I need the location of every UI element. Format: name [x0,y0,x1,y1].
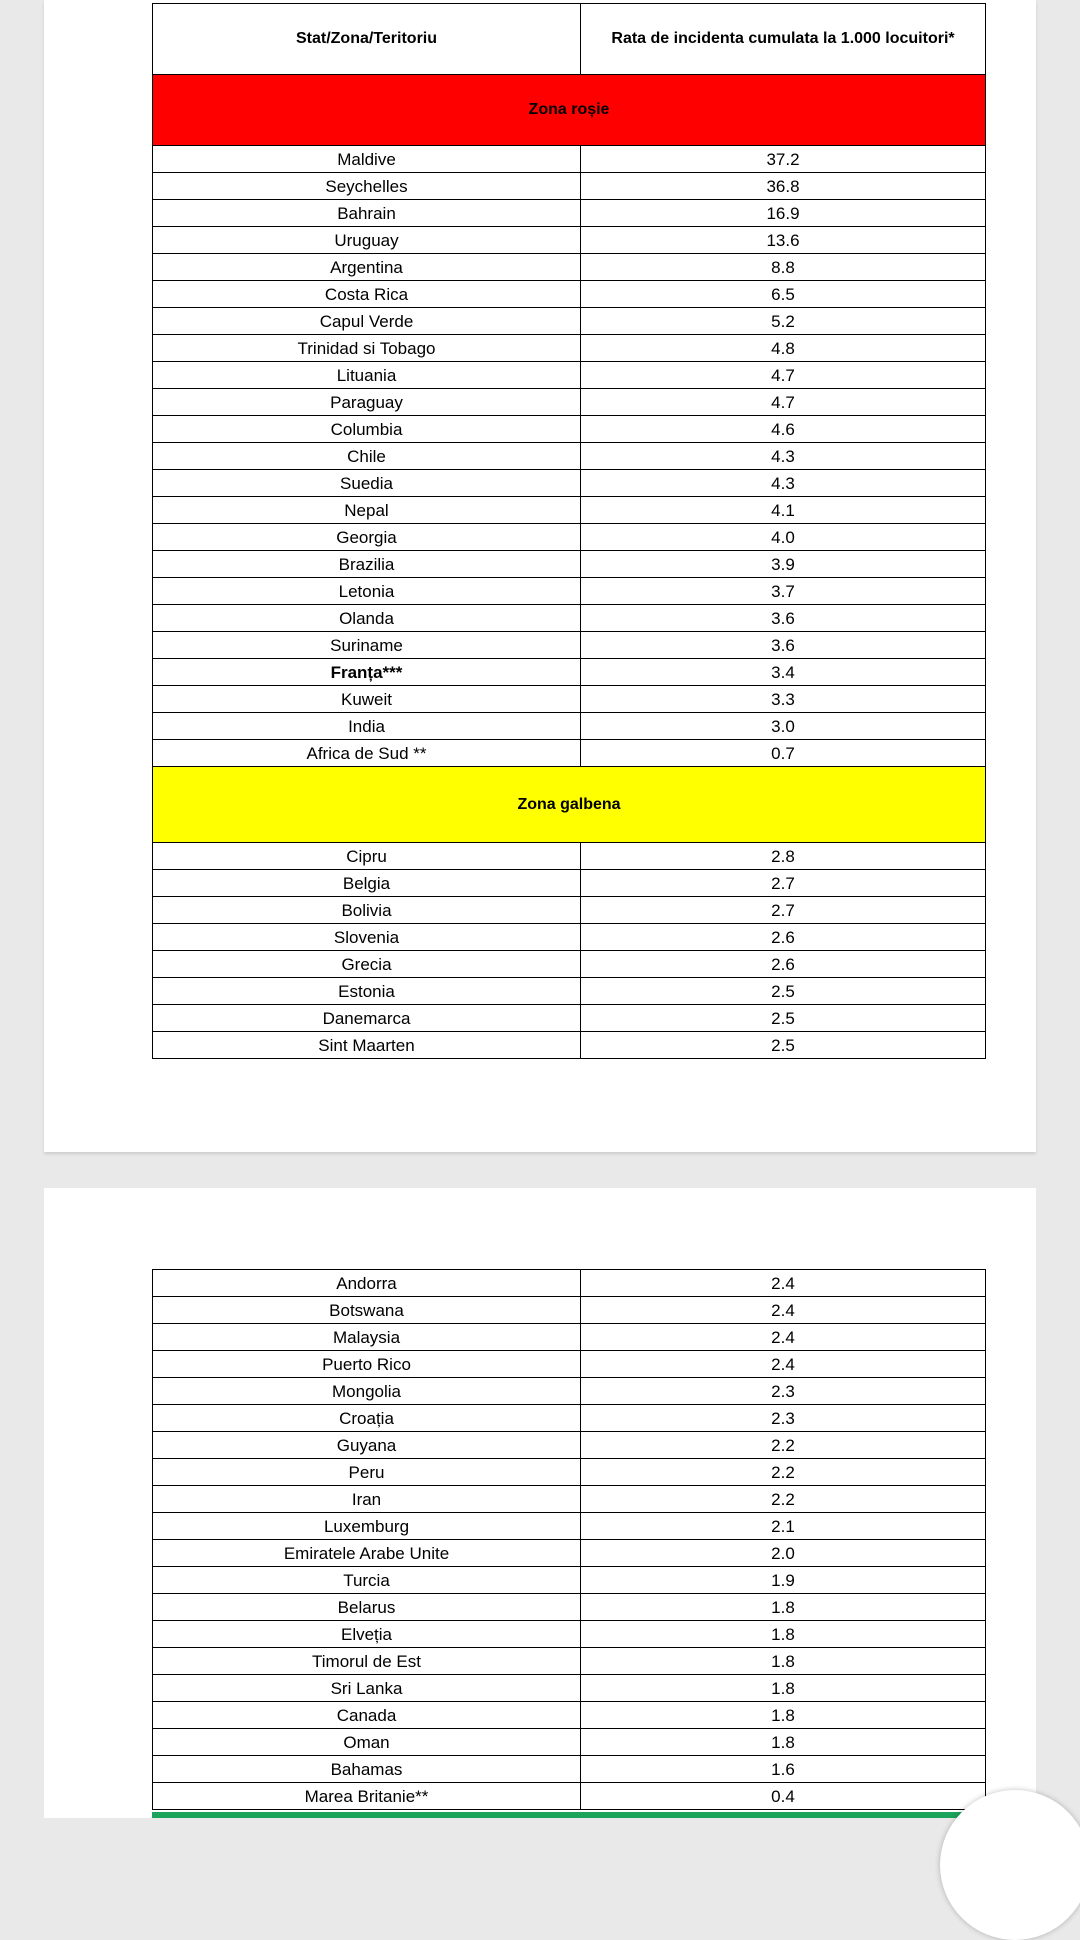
country-cell: Cipru [153,843,581,870]
country-cell: Elveția [153,1621,581,1648]
rate-cell: 2.3 [581,1405,986,1432]
table-row [153,686,986,713]
rate-cell: 1.8 [581,1702,986,1729]
country-cell: Maldive [153,146,581,173]
country-cell: Belgia [153,870,581,897]
table-row [153,470,986,497]
green-zone-row-edge [152,1812,985,1818]
table-row [153,870,986,897]
table-row [153,362,986,389]
country-cell: Sri Lanka [153,1675,581,1702]
table-row [153,1351,986,1378]
rate-cell: 5.2 [581,308,986,335]
table-row [153,1032,986,1059]
rate-cell: 1.6 [581,1756,986,1783]
country-cell: Lituania [153,362,581,389]
table-row [153,632,986,659]
table-row [153,578,986,605]
table-row [153,281,986,308]
rate-cell: 2.2 [581,1486,986,1513]
table-row [153,1459,986,1486]
rate-cell: 2.7 [581,870,986,897]
rate-cell: 2.4 [581,1270,986,1297]
table-row [153,497,986,524]
rate-cell: 2.6 [581,951,986,978]
country-cell: Franța*** [153,659,581,686]
rate-cell: 8.8 [581,254,986,281]
country-cell: Brazilia [153,551,581,578]
table-row [153,389,986,416]
rate-cell: 3.0 [581,713,986,740]
table-row [153,978,986,1005]
country-cell: Bahrain [153,200,581,227]
table-row [153,1270,986,1297]
table-row [153,443,986,470]
rate-cell: 4.6 [581,416,986,443]
rate-cell: 1.8 [581,1621,986,1648]
table-row [153,1648,986,1675]
rate-cell: 6.5 [581,281,986,308]
rate-cell: 4.3 [581,470,986,497]
rate-cell: 3.6 [581,605,986,632]
rate-cell: 3.9 [581,551,986,578]
document-page-1 [44,0,1036,1152]
yellow-zone-label: Zona galbena [153,767,986,843]
country-cell: Guyana [153,1432,581,1459]
rate-cell: 4.3 [581,443,986,470]
table-row [153,1297,986,1324]
red-zone-rows [153,146,986,767]
table-row [153,1324,986,1351]
floating-action-button[interactable] [940,1790,1080,1940]
table-row [153,551,986,578]
table-row [153,1594,986,1621]
rate-cell: 2.2 [581,1432,986,1459]
rate-cell: 36.8 [581,173,986,200]
table-row [153,1486,986,1513]
table-row [153,897,986,924]
rate-cell: 2.5 [581,1032,986,1059]
rate-cell: 3.7 [581,578,986,605]
country-cell: Belarus [153,1594,581,1621]
rate-cell: 2.0 [581,1540,986,1567]
country-cell: Mongolia [153,1378,581,1405]
country-cell: Peru [153,1459,581,1486]
country-cell: Botswana [153,1297,581,1324]
country-cell: Costa Rica [153,281,581,308]
incidence-table-page-2 [152,1269,986,1810]
table-row [153,1405,986,1432]
country-cell: Capul Verde [153,308,581,335]
country-cell: Bahamas [153,1756,581,1783]
country-cell: Croația [153,1405,581,1432]
table-header-row [153,4,986,75]
table-row [153,1540,986,1567]
rate-cell: 3.3 [581,686,986,713]
red-zone-label: Zona roșie [153,75,986,146]
table-row [153,200,986,227]
table-row [153,740,986,767]
country-cell: Canada [153,1702,581,1729]
country-cell: Suriname [153,632,581,659]
rate-cell: 2.5 [581,1005,986,1032]
table-row [153,1756,986,1783]
table-row [153,227,986,254]
country-cell: Argentina [153,254,581,281]
country-cell: Turcia [153,1567,581,1594]
table-row [153,254,986,281]
document-page-2 [44,1188,1036,1818]
country-cell: India [153,713,581,740]
country-cell: Grecia [153,951,581,978]
country-cell: Sint Maarten [153,1032,581,1059]
header-country-column: Stat/Zona/Teritoriu [153,4,581,75]
rate-cell: 37.2 [581,146,986,173]
country-cell: Bolivia [153,897,581,924]
rate-cell: 16.9 [581,200,986,227]
rate-cell: 2.6 [581,924,986,951]
rate-cell: 3.6 [581,632,986,659]
rate-cell: 2.4 [581,1324,986,1351]
table-row [153,1432,986,1459]
rate-cell: 1.8 [581,1594,986,1621]
table-row [153,1567,986,1594]
country-cell: Nepal [153,497,581,524]
country-cell: Estonia [153,978,581,1005]
rate-cell: 3.4 [581,659,986,686]
rate-cell: 4.0 [581,524,986,551]
country-cell: Columbia [153,416,581,443]
rate-cell: 4.8 [581,335,986,362]
country-cell: Letonia [153,578,581,605]
table-row [153,1702,986,1729]
rate-cell: 2.2 [581,1459,986,1486]
table-row [153,524,986,551]
table-row [153,1513,986,1540]
table-row [153,308,986,335]
country-cell: Andorra [153,1270,581,1297]
country-cell: Marea Britanie** [153,1783,581,1810]
table-row [153,335,986,362]
country-cell: Paraguay [153,389,581,416]
rate-cell: 0.4 [581,1783,986,1810]
table-row [153,1675,986,1702]
country-cell: Puerto Rico [153,1351,581,1378]
table-row [153,173,986,200]
rate-cell: 4.7 [581,362,986,389]
table-row [153,1729,986,1756]
rate-cell: 1.8 [581,1675,986,1702]
table-row [153,1621,986,1648]
incidence-table-page-1 [152,3,986,1059]
table-row [153,713,986,740]
rate-cell: 2.5 [581,978,986,1005]
country-cell: Kuweit [153,686,581,713]
yellow-zone-row [153,767,986,843]
rate-cell: 1.8 [581,1648,986,1675]
rate-cell: 2.1 [581,1513,986,1540]
rate-cell: 2.8 [581,843,986,870]
country-cell: Oman [153,1729,581,1756]
country-cell: Timorul de Est [153,1648,581,1675]
rate-cell: 1.9 [581,1567,986,1594]
table-row [153,605,986,632]
table-row [153,924,986,951]
table-row [153,1378,986,1405]
table-row [153,1783,986,1810]
table-row [153,146,986,173]
country-cell: Iran [153,1486,581,1513]
red-zone-row [153,75,986,146]
country-cell: Trinidad si Tobago [153,335,581,362]
yellow-zone-rows-page-2 [153,1270,986,1810]
yellow-zone-rows-page-1 [153,843,986,1059]
rate-cell: 4.7 [581,389,986,416]
country-cell: Uruguay [153,227,581,254]
rate-cell: 4.1 [581,497,986,524]
country-cell: Chile [153,443,581,470]
country-cell: Danemarca [153,1005,581,1032]
table-row [153,1005,986,1032]
country-cell: Slovenia [153,924,581,951]
rate-cell: 0.7 [581,740,986,767]
country-cell: Georgia [153,524,581,551]
rate-cell: 13.6 [581,227,986,254]
country-cell: Suedia [153,470,581,497]
table-row [153,416,986,443]
header-rate-column: Rata de incidenta cumulata la 1.000 locuitori* [581,4,986,75]
country-cell: Africa de Sud ** [153,740,581,767]
table-row [153,659,986,686]
rate-cell: 2.7 [581,897,986,924]
rate-cell: 2.3 [581,1378,986,1405]
country-cell: Olanda [153,605,581,632]
rate-cell: 1.8 [581,1729,986,1756]
country-cell: Emiratele Arabe Unite [153,1540,581,1567]
country-cell: Seychelles [153,173,581,200]
table-row [153,951,986,978]
table-row [153,843,986,870]
rate-cell: 2.4 [581,1351,986,1378]
rate-cell: 2.4 [581,1297,986,1324]
country-cell: Luxemburg [153,1513,581,1540]
country-cell: Malaysia [153,1324,581,1351]
